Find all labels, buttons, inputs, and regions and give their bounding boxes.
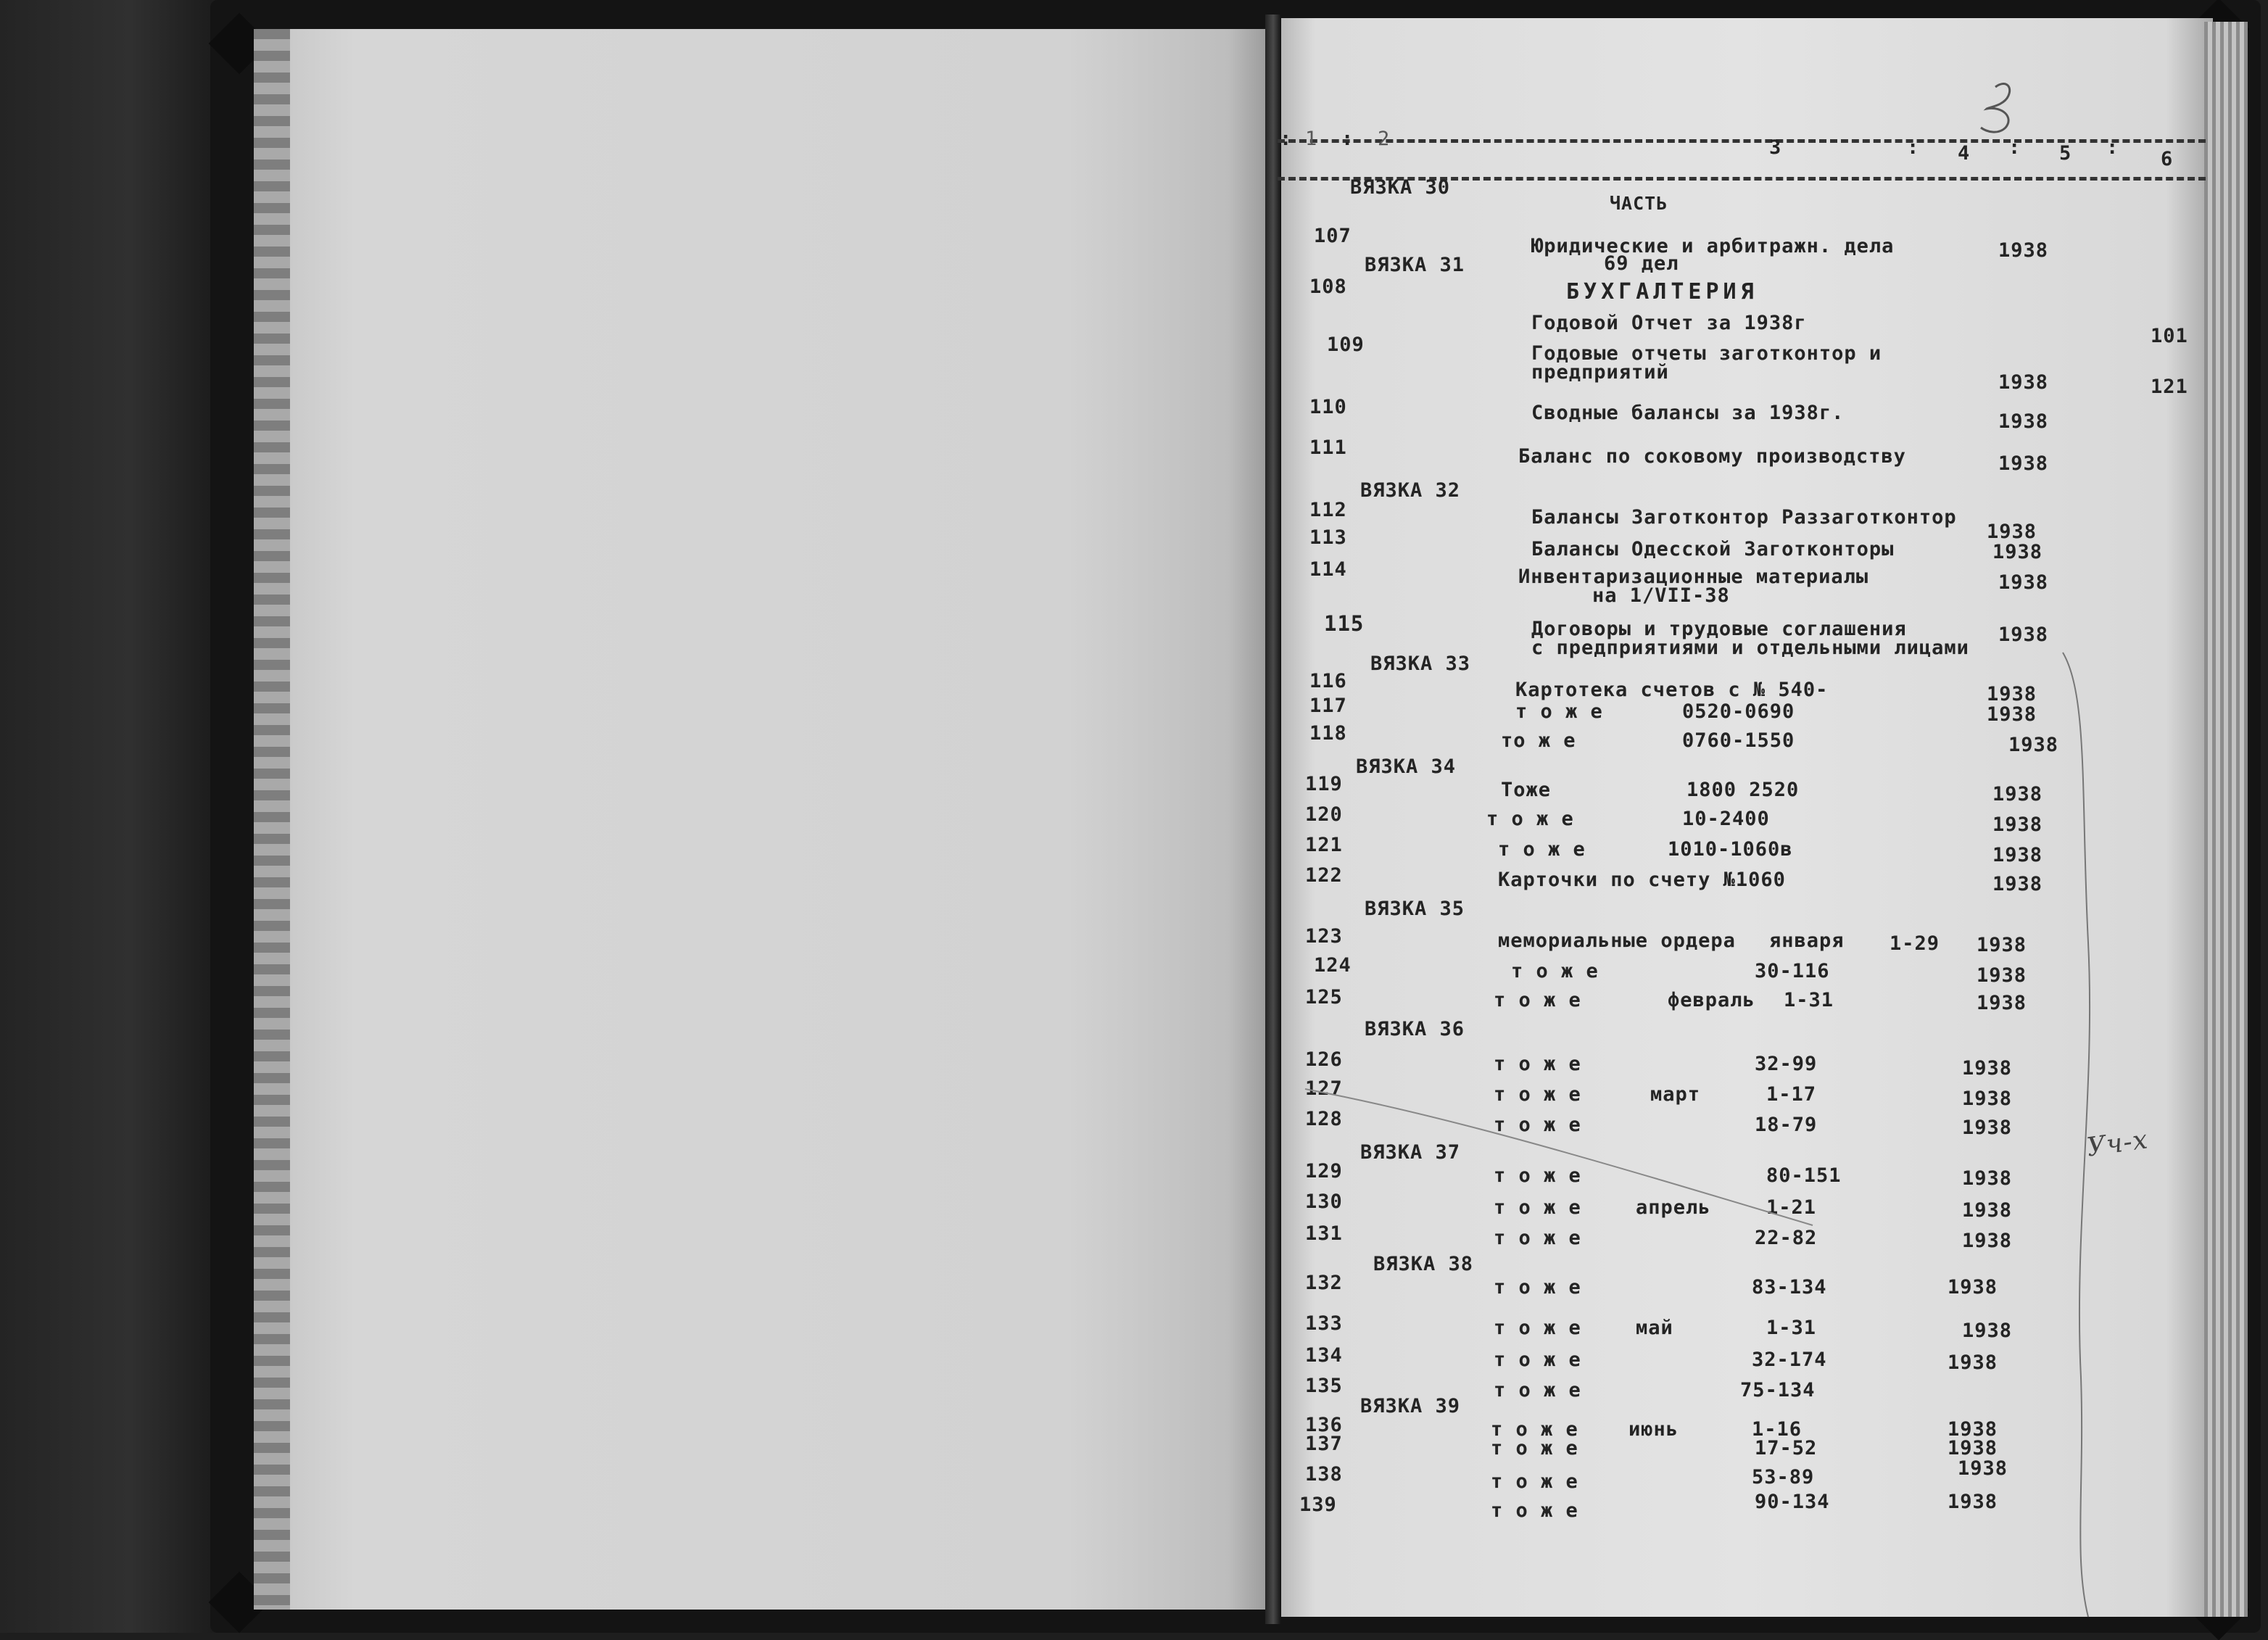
row-month: февраль [1668, 989, 1755, 1011]
row-title: т о ж е [1491, 1437, 1578, 1459]
row-year: 1938 [1977, 992, 2027, 1014]
handwritten-annotation: Уч-х [2085, 1125, 2151, 1163]
row-year: 1938 [1948, 1351, 1998, 1374]
row-year: 1938 [1998, 371, 2049, 394]
row-title: т о ж е [1494, 1083, 1581, 1106]
row-title: мемориальные ордера [1498, 929, 1736, 952]
row-range: 17-52 [1755, 1437, 1818, 1459]
row-title: т о ж е [1494, 1349, 1581, 1371]
row-title: т о ж е [1494, 1114, 1581, 1136]
row-title: т о ж е [1494, 1053, 1581, 1075]
section-label: ВЯЗКА 36 [1365, 1018, 1465, 1040]
row-year: 1938 [1992, 813, 2043, 836]
row-column-6: 101 [2151, 325, 2188, 347]
column-header-6: 6 [2161, 148, 2174, 170]
row-title: то ж е [1501, 729, 1576, 752]
section-label: ВЯЗКА 33 [1370, 653, 1471, 675]
section-label: ВЯЗКА 30 [1350, 176, 1451, 199]
row-range: 22-82 [1755, 1227, 1818, 1249]
row-number: 132 [1305, 1272, 1343, 1294]
row-month: май [1636, 1317, 1673, 1339]
row-year: 1938 [1987, 521, 2037, 543]
row-year: 1938 [1998, 452, 2049, 475]
row-title: т о ж е [1494, 1379, 1581, 1401]
row-year: 1938 [1948, 1491, 1998, 1513]
row-year: 1938 [1992, 783, 2043, 805]
stray-pen-line [1305, 1089, 1813, 1225]
row-number: 117 [1309, 695, 1347, 717]
row-number: 120 [1305, 803, 1343, 826]
row-range: 18-79 [1755, 1114, 1818, 1136]
column-header-1: 1 [1305, 128, 1318, 150]
row-title-continued: на 1/VII-38 [1592, 584, 1730, 607]
row-title: Тоже [1501, 779, 1552, 801]
row-year: 1938 [1962, 1057, 2013, 1080]
row-range: 0520-0690 [1682, 700, 1795, 723]
row-range: 53-89 [1752, 1466, 1815, 1488]
row-range: 1-31 [1766, 1317, 1817, 1339]
row-number: 133 [1305, 1312, 1343, 1335]
section-label: ВЯЗКА 39 [1360, 1395, 1461, 1417]
row-year: 1938 [1992, 541, 2043, 563]
row-year: 1938 [1962, 1320, 2013, 1342]
header-separator: : [2008, 136, 2021, 159]
row-title: Договоры и трудовые соглашения [1531, 618, 1907, 640]
row-year: 1938 [1958, 1457, 2008, 1480]
row-number: 128 [1305, 1108, 1343, 1130]
row-number: 127 [1305, 1077, 1343, 1100]
row-range: 10-2400 [1682, 808, 1770, 830]
row-range: 1-29 [1890, 932, 1940, 955]
row-title: т о ж е [1491, 1418, 1578, 1441]
row-month: апрель [1636, 1196, 1711, 1219]
row-range: 32-99 [1755, 1053, 1818, 1075]
row-title: Инвентаризационные материалы [1518, 566, 1869, 588]
row-title: т о ж е [1494, 989, 1581, 1011]
row-month: января [1769, 929, 1845, 952]
row-title: т о ж е [1491, 1470, 1578, 1493]
row-number: 114 [1309, 558, 1347, 581]
row-title: т о ж е [1511, 960, 1599, 982]
row-year: 1938 [1962, 1199, 2013, 1222]
row-title: Баланс по соковому производству [1518, 445, 1906, 468]
row-range: 75-134 [1740, 1379, 1816, 1401]
row-year: 1938 [1977, 934, 2027, 956]
column-header-4: 4 [1958, 142, 1971, 165]
section-label: ВЯЗКА 31 [1365, 254, 1465, 276]
row-number: 108 [1309, 276, 1347, 298]
row-title-continued: 69 дел [1604, 252, 1679, 275]
row-month: июнь [1628, 1418, 1679, 1441]
row-title: т о ж е [1486, 808, 1574, 830]
row-number: 121 [1305, 834, 1343, 856]
section-label: ВЯЗКА 34 [1356, 755, 1457, 778]
row-number: 137 [1305, 1433, 1343, 1455]
row-number: 139 [1299, 1494, 1337, 1516]
row-range: 1010-1060в [1668, 838, 1793, 861]
row-title: Юридические и арбитражн. дела [1531, 235, 1895, 257]
row-range: 30-116 [1755, 960, 1830, 982]
row-number: 113 [1309, 526, 1347, 549]
row-year: 1938 [1962, 1117, 2013, 1139]
row-title: т о ж е [1498, 838, 1586, 861]
row-year: 1938 [1962, 1088, 2013, 1110]
row-title-continued: с предприятиями и отдельными лицами [1531, 637, 1969, 659]
row-title: т о ж е [1494, 1164, 1581, 1187]
section-label: ВЯЗКА 37 [1360, 1141, 1461, 1164]
row-year: 1938 [1977, 964, 2027, 987]
row-range: 80-151 [1766, 1164, 1842, 1187]
row-number: 111 [1309, 436, 1347, 459]
row-title: Карточки по счету №1060 [1498, 869, 1786, 891]
header-separator: : [1280, 128, 1293, 150]
header-separator: : [1907, 136, 1920, 159]
section-label: ВЯЗКА 32 [1360, 479, 1461, 502]
page-number-handwritten [1981, 84, 2010, 133]
row-year: 1938 [1992, 844, 2043, 866]
row-title: Балансы Одесской Заготконторы [1531, 538, 1895, 560]
row-number: 110 [1309, 396, 1347, 418]
row-title: т о ж е [1494, 1227, 1581, 1249]
row-number: 107 [1314, 225, 1352, 247]
row-range: 1-21 [1766, 1196, 1817, 1219]
row-number: 129 [1305, 1160, 1343, 1183]
row-year: 1938 [2008, 734, 2059, 756]
row-year: 1938 [1998, 410, 2049, 433]
row-title: Годовой Отчет за 1938г [1531, 312, 1807, 334]
row-number: 116 [1309, 670, 1347, 692]
row-range: 1-16 [1752, 1418, 1803, 1441]
section-subheading: ЧАСТЬ [1610, 193, 1668, 214]
row-number: 123 [1305, 925, 1343, 948]
row-range: 90-134 [1755, 1491, 1830, 1513]
row-year: 1938 [1987, 683, 2037, 705]
row-number: 112 [1309, 499, 1347, 521]
row-number: 131 [1305, 1222, 1343, 1245]
row-title: Балансы Заготконтор Раззаготконтор [1531, 506, 1957, 529]
row-year: 1938 [1962, 1230, 2013, 1252]
row-title: т о ж е [1491, 1499, 1578, 1522]
row-number: 109 [1327, 334, 1365, 356]
row-number: 134 [1305, 1344, 1343, 1367]
row-range: 0760-1550 [1682, 729, 1795, 752]
column-header-5: 5 [2059, 142, 2072, 165]
row-number: 125 [1305, 986, 1343, 1009]
section-subheading: БУХГАЛТЕРИЯ [1566, 279, 1758, 305]
row-number: 130 [1305, 1190, 1343, 1213]
row-year: 1938 [1948, 1437, 1998, 1459]
section-label: ВЯЗКА 35 [1365, 898, 1465, 920]
row-number: 122 [1305, 864, 1343, 887]
column-header-3: 3 [1769, 136, 1782, 159]
row-year: 1938 [1987, 703, 2037, 726]
row-year: 1938 [1998, 571, 2049, 594]
row-range: 1800 2520 [1686, 779, 1800, 801]
row-number: 135 [1305, 1375, 1343, 1397]
row-number: 118 [1309, 722, 1347, 745]
row-year: 1938 [1962, 1167, 2013, 1190]
row-range: 1-17 [1766, 1083, 1817, 1106]
row-title: т о ж е [1494, 1276, 1581, 1299]
row-title: Сводные балансы за 1938г. [1531, 402, 1845, 424]
header-separator: : [1341, 128, 1354, 150]
row-range: 1-31 [1784, 989, 1834, 1011]
row-number: 126 [1305, 1048, 1343, 1071]
row-year: 1938 [1948, 1418, 1998, 1441]
row-number: 119 [1305, 773, 1343, 795]
row-number: 115 [1324, 611, 1365, 636]
row-title: т о ж е [1515, 700, 1603, 723]
row-month: март [1650, 1083, 1701, 1106]
row-title: Картотека счетов с № 540- [1515, 679, 1829, 701]
section-label: ВЯЗКА 38 [1373, 1253, 1474, 1275]
row-number: 136 [1305, 1414, 1343, 1436]
header-separator: : [2106, 136, 2119, 159]
row-year: 1938 [1998, 624, 2049, 646]
row-range: 32-174 [1752, 1349, 1827, 1371]
row-title: т о ж е [1494, 1196, 1581, 1219]
row-year: 1938 [1948, 1276, 1998, 1299]
row-year: 1938 [1998, 239, 2049, 262]
row-title: Годовые отчеты заготконтор и [1531, 342, 1882, 365]
row-title-continued: предприятий [1531, 361, 1669, 384]
row-number: 138 [1305, 1463, 1343, 1486]
row-year: 1938 [1992, 873, 2043, 895]
column-header-2: 2 [1378, 128, 1391, 150]
row-range: 83-134 [1752, 1276, 1827, 1299]
row-title: т о ж е [1494, 1317, 1581, 1339]
row-number: 124 [1314, 954, 1352, 977]
row-column-6: 121 [2151, 376, 2188, 398]
